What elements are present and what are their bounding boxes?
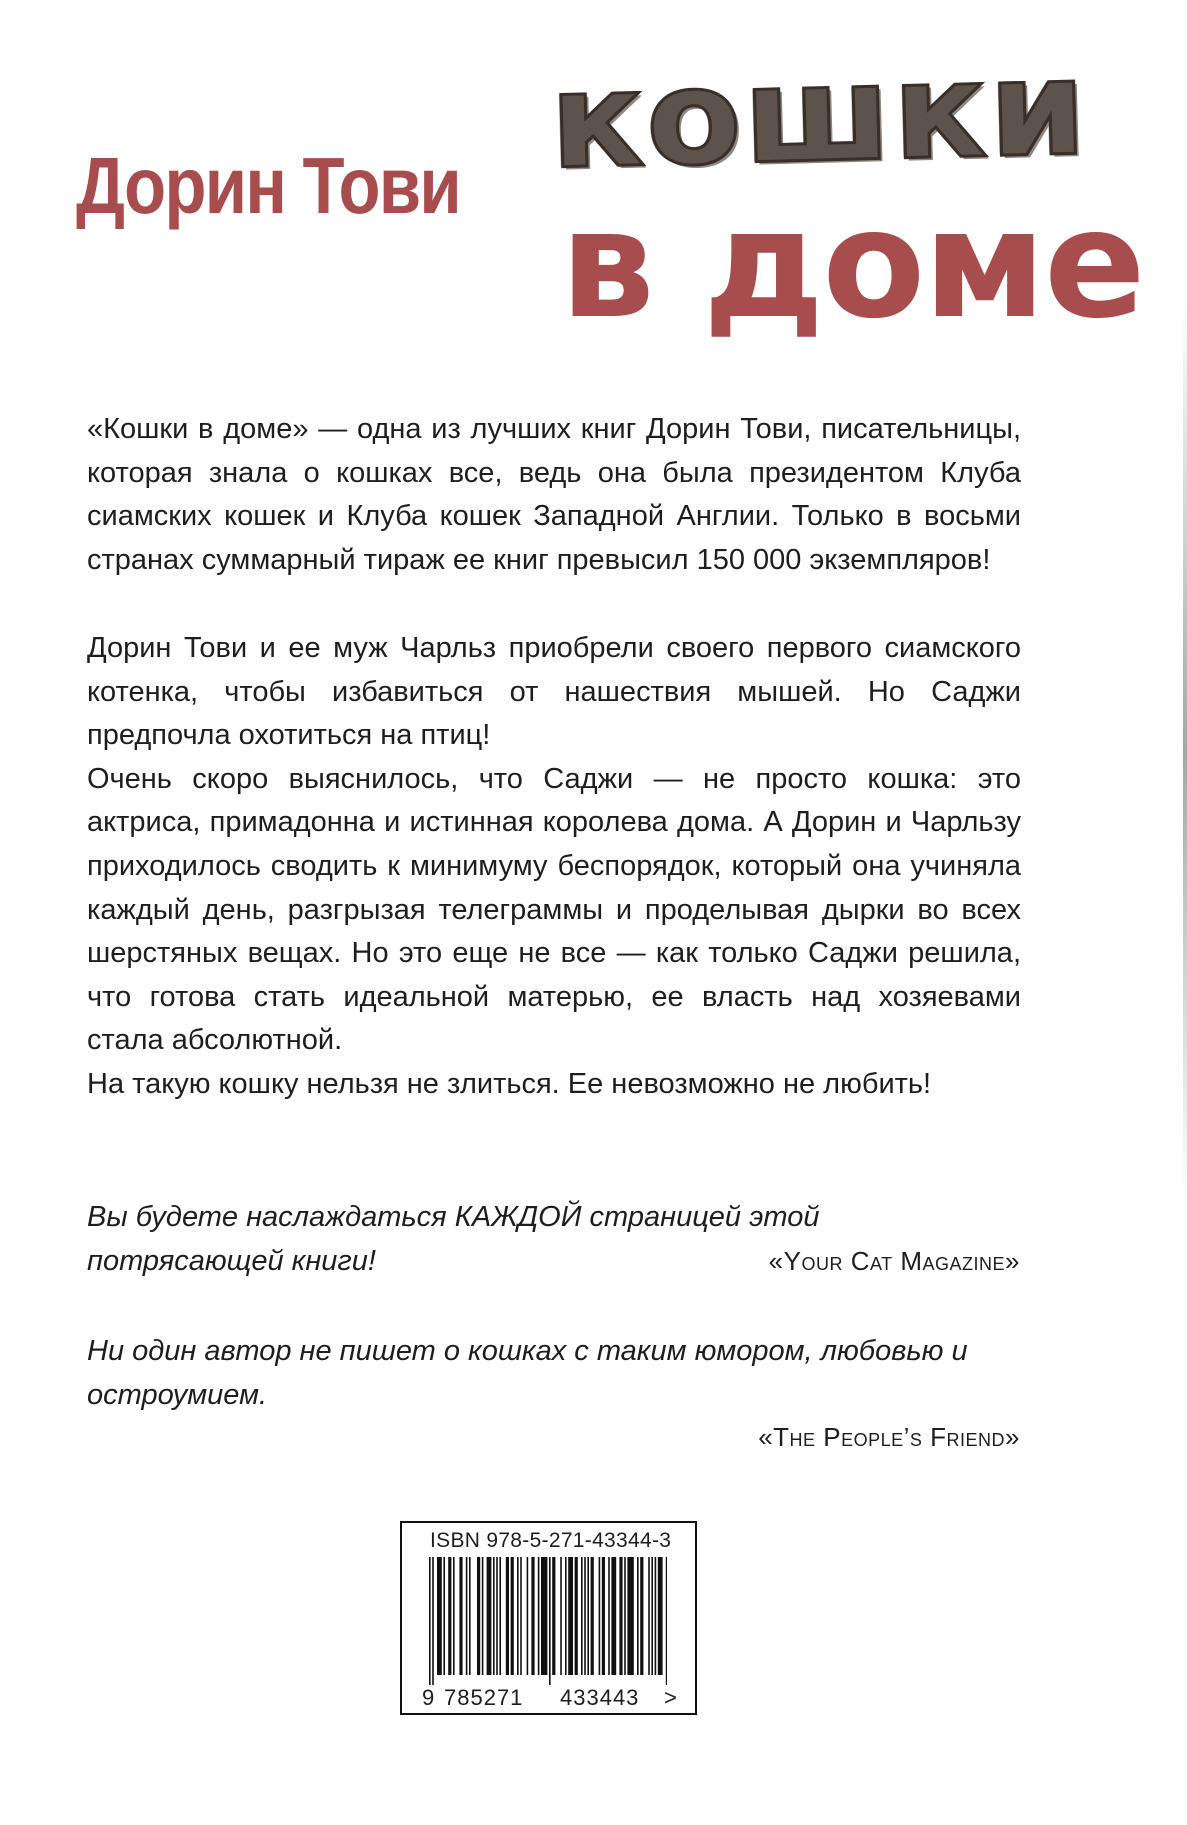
barcode-bar	[487, 1557, 492, 1675]
blurb-intro	[87, 408, 1021, 582]
cover-edge-shadow	[1183, 300, 1187, 1200]
barcode-bar	[466, 1557, 468, 1675]
barcode-left-group: 785271	[444, 1685, 524, 1710]
barcode-bar	[584, 1557, 586, 1675]
barcode-bar	[658, 1557, 663, 1675]
barcode-bar	[651, 1557, 653, 1675]
barcode-bar	[627, 1557, 633, 1675]
barcode-bar	[619, 1557, 622, 1675]
barcode-bar	[560, 1557, 562, 1675]
barcode-bar	[517, 1557, 519, 1675]
barcode-bar	[602, 1557, 605, 1675]
barcode-bar	[459, 1557, 462, 1675]
review-quote-2: Ни один автор не пишет о кошках с таким юмором, любовью и остроумием.	[87, 1335, 968, 1411]
barcode-bar	[608, 1557, 610, 1675]
barcode-bar	[666, 1557, 667, 1685]
barcode-bar	[432, 1557, 434, 1685]
review-quote-1: Вы будете наслаждаться КАЖДОЙ страницей этой потрясающей книги!	[87, 1201, 820, 1277]
title-line-2: в доме	[560, 178, 1144, 352]
barcode-right-group: 433443	[560, 1685, 640, 1710]
barcode-bar	[496, 1557, 498, 1675]
barcode-bar	[599, 1557, 601, 1675]
barcode-bar	[477, 1557, 480, 1675]
barcode-bar	[549, 1557, 551, 1685]
barcode-bar	[552, 1557, 555, 1675]
review-source-2: «The People’s Friend»	[758, 1422, 1020, 1452]
barcode-bar	[655, 1557, 657, 1675]
barcode-bar	[565, 1557, 567, 1675]
barcode-bar	[429, 1557, 431, 1685]
barcode-bar	[587, 1557, 589, 1675]
isbn-label: ISBN 978-5-271-43344-3	[430, 1529, 672, 1552]
barcode-bar	[520, 1557, 522, 1675]
barcode-bar	[499, 1557, 501, 1675]
barcode-bar	[437, 1557, 442, 1675]
title-line-1: кошки	[548, 30, 1091, 199]
barcode-first-digit: 9	[422, 1685, 436, 1710]
barcode-bar	[448, 1557, 451, 1675]
barcode-bar	[493, 1557, 495, 1675]
barcode-bar	[624, 1557, 626, 1675]
barcode-bar	[511, 1557, 514, 1675]
barcode-bar	[581, 1557, 583, 1675]
barcode-bar	[575, 1557, 578, 1675]
blurb-paragraph-3: Очень скоро выяснилось, что Саджи — не просто кошка: это актриса, примадонна и истинная королева дома. А Дорин и Чарльзу приходилось сводить к минимуму беспорядок, который она учиняла каждый день, разгрызая телеграммы и проделывая дырки во всех шерстяных вещах. Но это еще не все — как только Саджи решила, что готова стать идеальной матерью, ее власть над хозяевами стала абсолютной.	[87, 762, 1021, 1057]
author-name: Дорин Тови	[76, 141, 460, 230]
barcode-bar	[648, 1557, 650, 1675]
barcode-bar	[531, 1557, 534, 1675]
barcode-bar	[611, 1557, 616, 1675]
barcode-bar	[443, 1557, 445, 1675]
barcode-bar	[469, 1557, 471, 1675]
barcode-bar	[538, 1557, 540, 1675]
barcode-bar	[506, 1557, 509, 1675]
blurb-paragraph-2: Дорин Тови и ее муж Чарльз приобрели своего первого сиамского котенка, чтобы избавиться от нашествия мышей. Но Саджи предпочла охотиться на птиц!	[87, 632, 1021, 752]
blurb-story	[87, 627, 1021, 1107]
barcode-bar	[453, 1557, 455, 1675]
barcode-bar	[541, 1557, 547, 1675]
barcode-bar	[637, 1557, 639, 1675]
review-source-1: «Your Cat Magazine»	[768, 1246, 1020, 1276]
blurb-paragraph-1: «Кошки в доме» — одна из лучших книг Дорин Тови, писательницы, которая знала о кошках все, ведь она была президентом Клуба сиамских кошек и Клуба кошек Западной Англии. Только в восьми странах суммарный тираж ее книг превысил 150 000 экземпляров!	[87, 413, 1021, 576]
barcode-bar	[591, 1557, 594, 1675]
barcode-end-marker: >	[664, 1685, 678, 1710]
barcode	[400, 1521, 697, 1715]
barcode-bars	[429, 1557, 667, 1685]
barcode-bar	[482, 1557, 484, 1675]
barcode-bar	[568, 1557, 573, 1675]
barcode-bar	[640, 1557, 643, 1675]
barcode-bar	[527, 1557, 529, 1675]
blurb-paragraph-4: На такую кошку нельзя не злиться. Ее невозможно не любить!	[87, 1067, 932, 1100]
